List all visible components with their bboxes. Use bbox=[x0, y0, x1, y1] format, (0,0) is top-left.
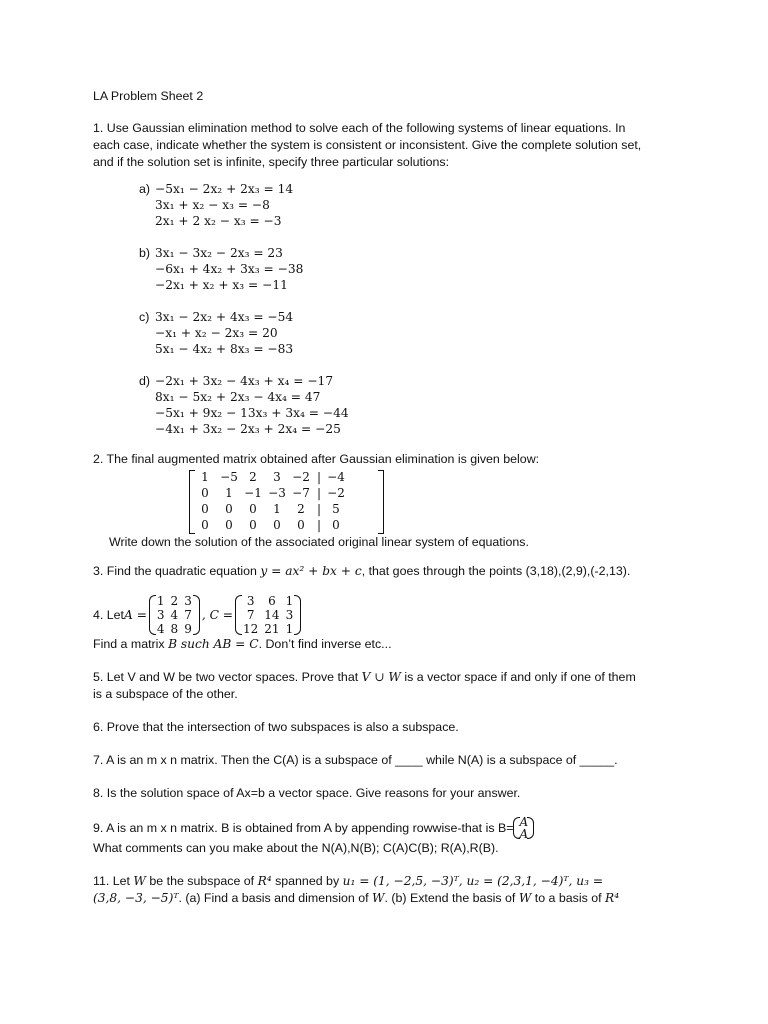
stacked-matrix-b bbox=[513, 816, 534, 840]
question-4 bbox=[93, 594, 693, 653]
q11-text: 11. Let bbox=[93, 874, 134, 888]
matrix-cell: 1 bbox=[156, 594, 165, 608]
matrix-separator: | bbox=[316, 470, 322, 484]
q4-pre: 4. Let bbox=[93, 607, 125, 622]
matrix-cell: 2 bbox=[297, 502, 305, 516]
equation: 3x₁ − 2x₂ + 4x₃ = −54 bbox=[155, 310, 294, 324]
question-8: 8. Is the solution space of Ax=b a vector space. Give reasons for your answer. bbox=[93, 786, 521, 800]
q11-text: be the subspace of bbox=[145, 874, 258, 888]
matrix-separator: | bbox=[316, 486, 322, 500]
matrix-cell: −1 bbox=[244, 486, 262, 500]
matrix-cell: 12 bbox=[243, 622, 259, 636]
equation: 5x₁ − 4x₂ + 8x₃ = −83 bbox=[155, 342, 294, 356]
matrix-cell: 3 bbox=[246, 594, 255, 608]
system-equations bbox=[155, 309, 293, 357]
matrix-cell: 9 bbox=[184, 622, 192, 636]
matrix-cell: 0 bbox=[201, 518, 209, 532]
q11-r4: R⁴ bbox=[257, 874, 272, 888]
matrix-row bbox=[240, 594, 296, 608]
equation: −6x₁ + 4x₂ + 3x₃ = −38 bbox=[155, 262, 304, 276]
matrix-cell: 0 bbox=[249, 502, 257, 516]
q11-w: W bbox=[518, 891, 532, 905]
q11-w: W bbox=[133, 874, 146, 888]
question-9 bbox=[93, 816, 693, 857]
system-equations bbox=[155, 181, 293, 229]
matrix-c-grid bbox=[240, 594, 296, 636]
right-paren bbox=[294, 595, 301, 635]
matrix-cell: 1 bbox=[285, 622, 294, 636]
q4-find-math: B such AB = C bbox=[168, 637, 259, 651]
q11-text: . (a) Find a basis and dimension of bbox=[178, 891, 372, 905]
matrix-cell: 3 bbox=[273, 470, 281, 484]
question-6: 6. Prove that the intersection of two subspaces is also a subspace. bbox=[93, 720, 459, 734]
q11-w: W bbox=[371, 891, 385, 905]
matrix-cell: 7 bbox=[184, 608, 192, 622]
matrix-cell: −5 bbox=[220, 470, 238, 484]
equation: −4x₁ + 3x₂ − 2x₃ + 2x₄ = −25 bbox=[155, 422, 341, 436]
matrix-row bbox=[154, 622, 195, 636]
matrix-separator: | bbox=[316, 502, 322, 516]
matrix-cell: A bbox=[519, 827, 529, 841]
equation: 3x₁ − 3x₂ − 2x₃ = 23 bbox=[155, 246, 283, 260]
augmented-matrix bbox=[189, 470, 384, 534]
matrix-cell: 5 bbox=[332, 502, 340, 516]
system-label: a) bbox=[139, 182, 151, 196]
q3-equation: y = ax² + bx + c bbox=[260, 564, 362, 578]
q4-c-label: , C = bbox=[201, 607, 233, 622]
system-label: b) bbox=[139, 246, 151, 260]
matrix-cell: 4 bbox=[170, 608, 179, 622]
matrix-cell: 2 bbox=[249, 470, 257, 484]
matrix-cell: 0 bbox=[297, 518, 305, 532]
matrix-cell: −7 bbox=[292, 486, 310, 500]
right-bracket bbox=[378, 470, 384, 534]
q4-find-post: . Don’t find inverse etc... bbox=[258, 637, 392, 651]
matrix-cell: −2 bbox=[292, 470, 310, 484]
matrix-cell: 0 bbox=[273, 518, 281, 532]
matrix-a-grid bbox=[154, 594, 195, 636]
page-title: LA Problem Sheet 2 bbox=[93, 89, 204, 103]
matrix-cell: 3 bbox=[285, 608, 294, 622]
matrix-cell: 21 bbox=[264, 622, 280, 636]
system-label: d) bbox=[139, 374, 151, 388]
matrix-cell: 0 bbox=[225, 518, 233, 532]
q4-find bbox=[93, 636, 693, 653]
matrix-row bbox=[154, 594, 195, 608]
q3-post: , that goes through the points (3,18),(2,9),(-2,13). bbox=[361, 564, 631, 578]
q11-text: to a basis of bbox=[531, 891, 606, 905]
matrix-cell: 14 bbox=[264, 608, 280, 622]
matrix-cell: 0 bbox=[249, 518, 257, 532]
matrix-cell: 6 bbox=[268, 594, 276, 608]
q5-math: V ∪ W bbox=[361, 670, 401, 684]
matrix-row bbox=[240, 608, 296, 622]
q11-r4: R⁴ bbox=[605, 891, 620, 905]
q5-line-1 bbox=[93, 669, 693, 686]
system-a bbox=[93, 181, 693, 231]
question-5 bbox=[93, 669, 693, 703]
question-1 bbox=[93, 120, 693, 171]
matrix-cell: 2 bbox=[170, 594, 179, 608]
matrix-cell: 1 bbox=[273, 502, 281, 516]
question-2 bbox=[93, 451, 693, 551]
matrix-cell: 1 bbox=[225, 486, 233, 500]
matrix-cell: −2 bbox=[327, 486, 345, 500]
left-paren bbox=[513, 817, 520, 839]
q1-intro-line-3: and if the solution set is infinite, specify three particular solutions: bbox=[93, 155, 450, 169]
q3-pre: 3. Find the quadratic equation bbox=[93, 564, 261, 578]
q11-line-2 bbox=[93, 890, 693, 907]
matrix-row bbox=[240, 622, 296, 636]
matrix-cell: 3 bbox=[156, 608, 165, 622]
system-d bbox=[93, 373, 693, 439]
right-paren bbox=[527, 817, 534, 839]
right-paren bbox=[193, 595, 200, 635]
left-paren bbox=[149, 595, 156, 635]
question-11 bbox=[93, 873, 693, 907]
matrix-a bbox=[149, 594, 200, 636]
matrix-row bbox=[193, 485, 347, 501]
matrix-cell: −3 bbox=[268, 486, 286, 500]
equation: −2x₁ + 3x₂ − 4x₃ + x₄ = −17 bbox=[155, 374, 334, 388]
q9-line-1 bbox=[93, 816, 693, 840]
equation: 8x₁ − 5x₂ + 2x₃ − 4x₄ = 47 bbox=[155, 390, 321, 404]
matrix-row bbox=[154, 608, 195, 622]
q9-pre: 9. A is an m x n matrix. B is obtained from A by appending rowwise-that is B= bbox=[93, 820, 514, 835]
system-equations bbox=[155, 373, 349, 437]
q11-text: . (b) Extend the basis of bbox=[384, 891, 519, 905]
matrix-cell: 7 bbox=[246, 608, 255, 622]
equation: −5x₁ − 2x₂ + 2x₃ = 14 bbox=[155, 182, 294, 196]
q5-post: is a vector space if and only if one of them bbox=[400, 670, 636, 684]
left-paren bbox=[235, 595, 242, 635]
problem-sheet bbox=[93, 88, 693, 921]
q5-line-2: is a subspace of the other. bbox=[93, 687, 238, 701]
matrix-cell: 0 bbox=[201, 486, 209, 500]
matrix-grid bbox=[193, 469, 347, 533]
q1-intro-line-2: each case, indicate whether the system is consistent or inconsistent. Give the complete solution set, bbox=[93, 138, 642, 152]
q11-vector-u3: (3,8, −3, −5)ᵀ bbox=[93, 891, 179, 905]
matrix-cell: A bbox=[519, 815, 529, 829]
system-b bbox=[93, 245, 693, 295]
q11-vectors: u₁ = (1, −2,5, −3)ᵀ, u₂ = (2,3,1, −4)ᵀ, u₃ = bbox=[342, 874, 604, 888]
matrix-cell: 1 bbox=[285, 594, 294, 608]
matrix-c bbox=[235, 594, 301, 636]
matrix-row bbox=[193, 501, 347, 517]
question-7: 7. A is an m x n matrix. Then the C(A) is a subspace of ____ while N(A) is a subspace of _____. bbox=[93, 753, 618, 767]
q2-instruction: Write down the solution of the associated original linear system of equations. bbox=[109, 535, 529, 549]
equation: −x₁ + x₂ − 2x₃ = 20 bbox=[155, 326, 278, 340]
matrix-cell: 4 bbox=[156, 622, 165, 636]
matrix-cell: 1 bbox=[201, 470, 209, 484]
q2-text: 2. The final augmented matrix obtained after Gaussian elimination is given below: bbox=[93, 452, 540, 466]
matrix-row bbox=[193, 517, 347, 533]
q5-pre: 5. Let V and W be two vector spaces. Prove that bbox=[93, 670, 362, 684]
question-3 bbox=[93, 563, 693, 580]
q1-intro-line-1: 1. Use Gaussian elimination method to solve each of the following systems of linear equations. In bbox=[93, 121, 626, 135]
q4-a-label: A = bbox=[124, 607, 147, 622]
system-label: c) bbox=[139, 310, 150, 324]
matrix-cell: 0 bbox=[332, 518, 340, 532]
matrix-cell: 3 bbox=[184, 594, 192, 608]
matrix-cell: 0 bbox=[201, 502, 209, 516]
matrix-cell: 0 bbox=[225, 502, 233, 516]
q9-line-2: What comments can you make about the N(A),N(B); C(A)C(B); R(A),R(B). bbox=[93, 841, 499, 855]
matrix-row bbox=[193, 469, 347, 485]
q11-text: spanned by bbox=[271, 874, 343, 888]
system-equations bbox=[155, 245, 303, 293]
q4-matrices bbox=[93, 594, 693, 636]
equation: −2x₁ + x₂ + x₃ = −11 bbox=[155, 278, 288, 292]
equation: −5x₁ + 9x₂ − 13x₃ + 3x₄ = −44 bbox=[155, 406, 349, 420]
matrix-cell: −4 bbox=[327, 470, 345, 484]
equation: 2x₁ + 2 x₂ − x₃ = −3 bbox=[155, 214, 282, 228]
q11-line-1 bbox=[93, 873, 693, 890]
system-c bbox=[93, 309, 693, 359]
matrix-cell: 8 bbox=[170, 622, 179, 636]
equation: 3x₁ + x₂ − x₃ = −8 bbox=[155, 198, 270, 212]
q4-find-pre: Find a matrix bbox=[93, 637, 169, 651]
matrix-separator: | bbox=[316, 518, 322, 532]
